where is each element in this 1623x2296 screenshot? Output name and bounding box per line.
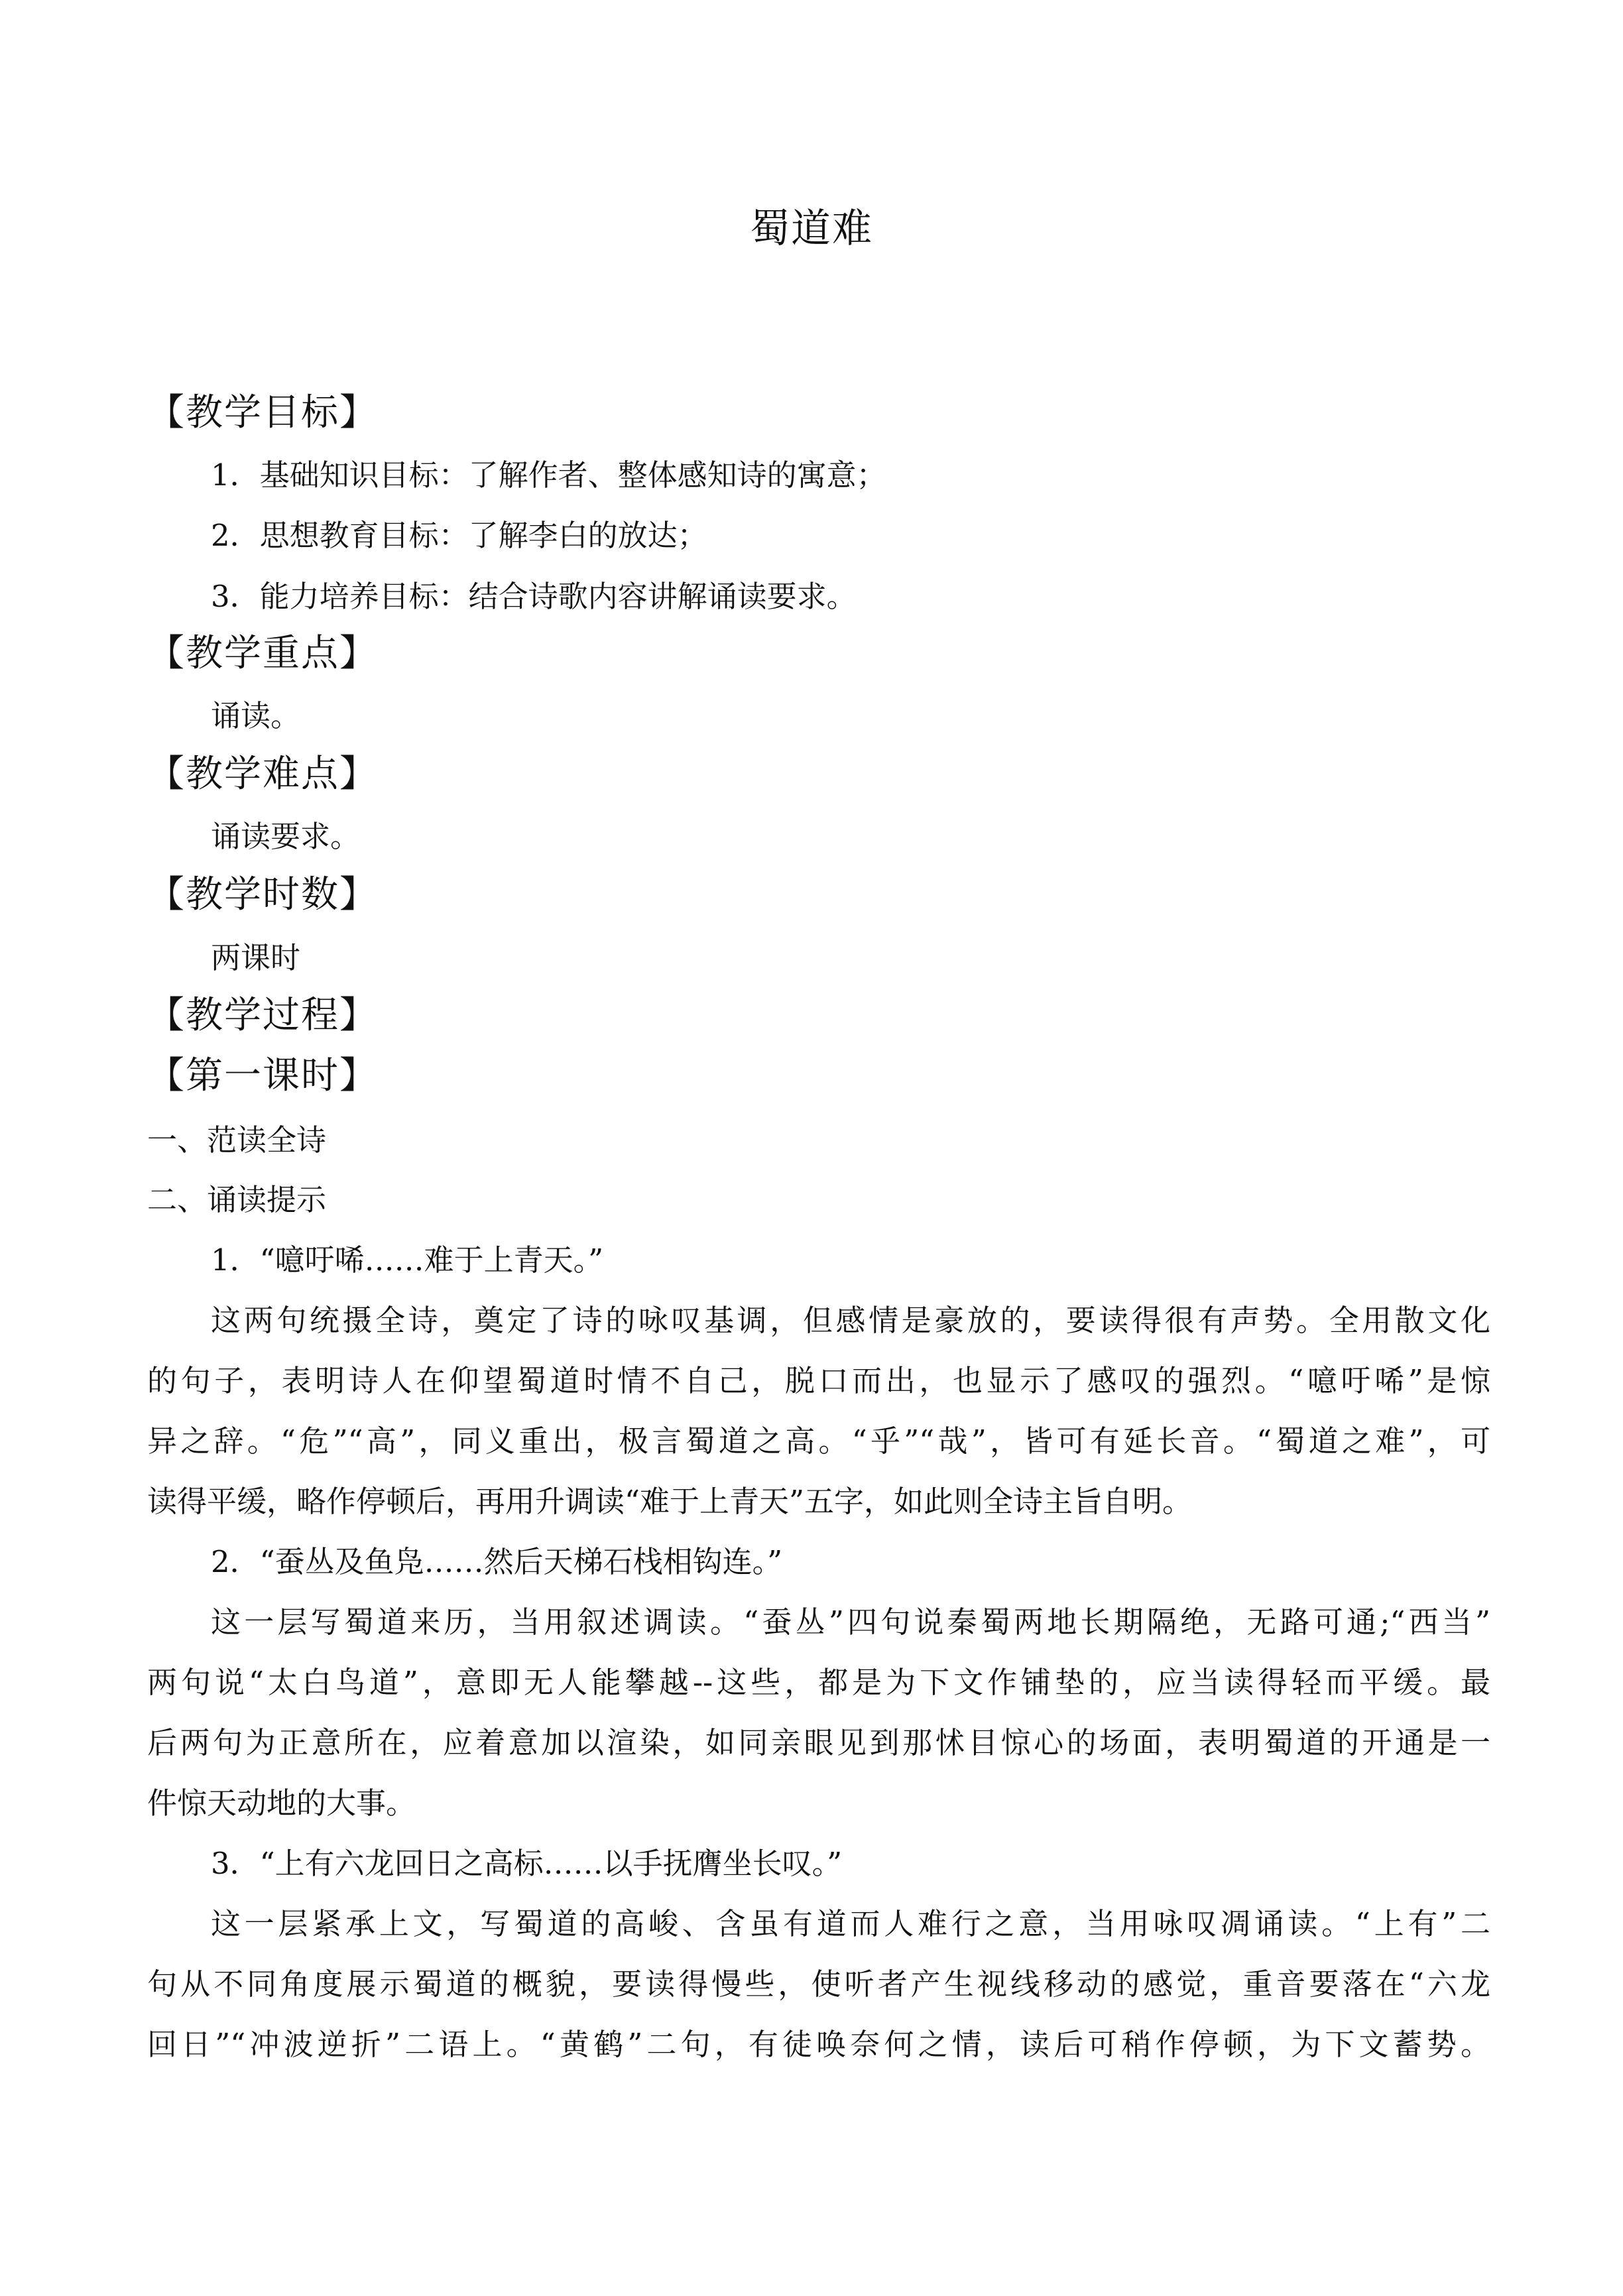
objective-item: 1．基础知识目标：了解作者、整体感知诗的寓意； — [211, 457, 886, 493]
objective-item: 2．思想教育目标：了解李白的放达； — [211, 518, 707, 553]
heading-teaching-hours: 【教学时数】 — [147, 873, 378, 916]
tip-paragraph-line: 这两句统摄全诗，奠定了诗的咏叹基调，但感情是豪放的，要读得很有声势。全用散文化 — [211, 1303, 1490, 1338]
heading-teaching-process: 【教学过程】 — [147, 994, 378, 1037]
step-heading: 一、范读全诗 — [147, 1122, 327, 1158]
heading-difficulties: 【教学难点】 — [147, 753, 378, 796]
tip-paragraph-line: 句从不同角度展示蜀道的概貌，要读得慢些，使听者产生视线移动的感觉，重音要落在“六龙 — [147, 1966, 1490, 2002]
tip-paragraph-line: 回日”“冲波逆折”二语上。“黄鹤”二句，有徒唤奈何之情，读后可稍作停顿，为下文蓄势。 — [147, 2027, 1490, 2062]
step-heading: 二、诵读提示 — [147, 1182, 327, 1217]
teaching-hours-text: 两课时 — [211, 940, 301, 975]
tip-paragraph-line: 后两句为正意所在，应着意加以渲染，如同亲眼见到那怵目惊心的场面，表明蜀道的开通是一 — [147, 1725, 1490, 1760]
tip-paragraph-line: 读得平缓，略作停顿后，再用升调读“难于上青天”五字，如此则全诗主旨自明。 — [147, 1484, 1193, 1519]
tip-paragraph-line: 这一层紧承上文，写蜀道的高峻、含虽有道而人难行之意，当用咏叹凋诵读。“上有”二 — [211, 1906, 1490, 1941]
document-title: 蜀道难 — [750, 206, 873, 252]
key-points-text: 诵读。 — [211, 698, 301, 733]
tip-paragraph-line: 异之辞。“危”“高”，同义重出，极言蜀道之高。“乎”“哉”，皆可有延长音。“蜀道之难”，可 — [147, 1423, 1490, 1459]
tip-quote: 3．“上有六龙回日之高标……以手抚膺坐长叹。” — [211, 1846, 843, 1881]
tip-paragraph-line: 件惊天动地的大事。 — [147, 1785, 416, 1821]
heading-first-lesson: 【第一课时】 — [147, 1054, 378, 1097]
tip-quote: 2．“蚕丛及鱼凫……然后天梯石栈相钩连。” — [211, 1544, 783, 1579]
tip-paragraph-line: 两句说“太白鸟道”，意即无人能攀越--这些，都是为下文作铺垫的，应当读得轻而平缓。最 — [147, 1665, 1490, 1700]
tip-quote: 1．“噫吁唏……难于上青天。” — [211, 1242, 604, 1278]
tip-paragraph-line: 的句子，表明诗人在仰望蜀道时情不自己，脱口而出，也显示了感叹的强烈。“噫吁唏”是惊 — [147, 1363, 1490, 1398]
heading-teaching-objectives: 【教学目标】 — [147, 391, 378, 434]
tip-paragraph-line: 这一层写蜀道来历，当用叙述调读。“蚕丛”四句说秦蜀两地长期隔绝，无路可通;“西当” — [211, 1604, 1490, 1640]
objective-item: 3．能力培养目标：结合诗歌内容讲解诵读要求。 — [211, 579, 857, 614]
difficulties-text: 诵读要求。 — [211, 819, 361, 854]
heading-key-points: 【教学重点】 — [147, 632, 378, 675]
